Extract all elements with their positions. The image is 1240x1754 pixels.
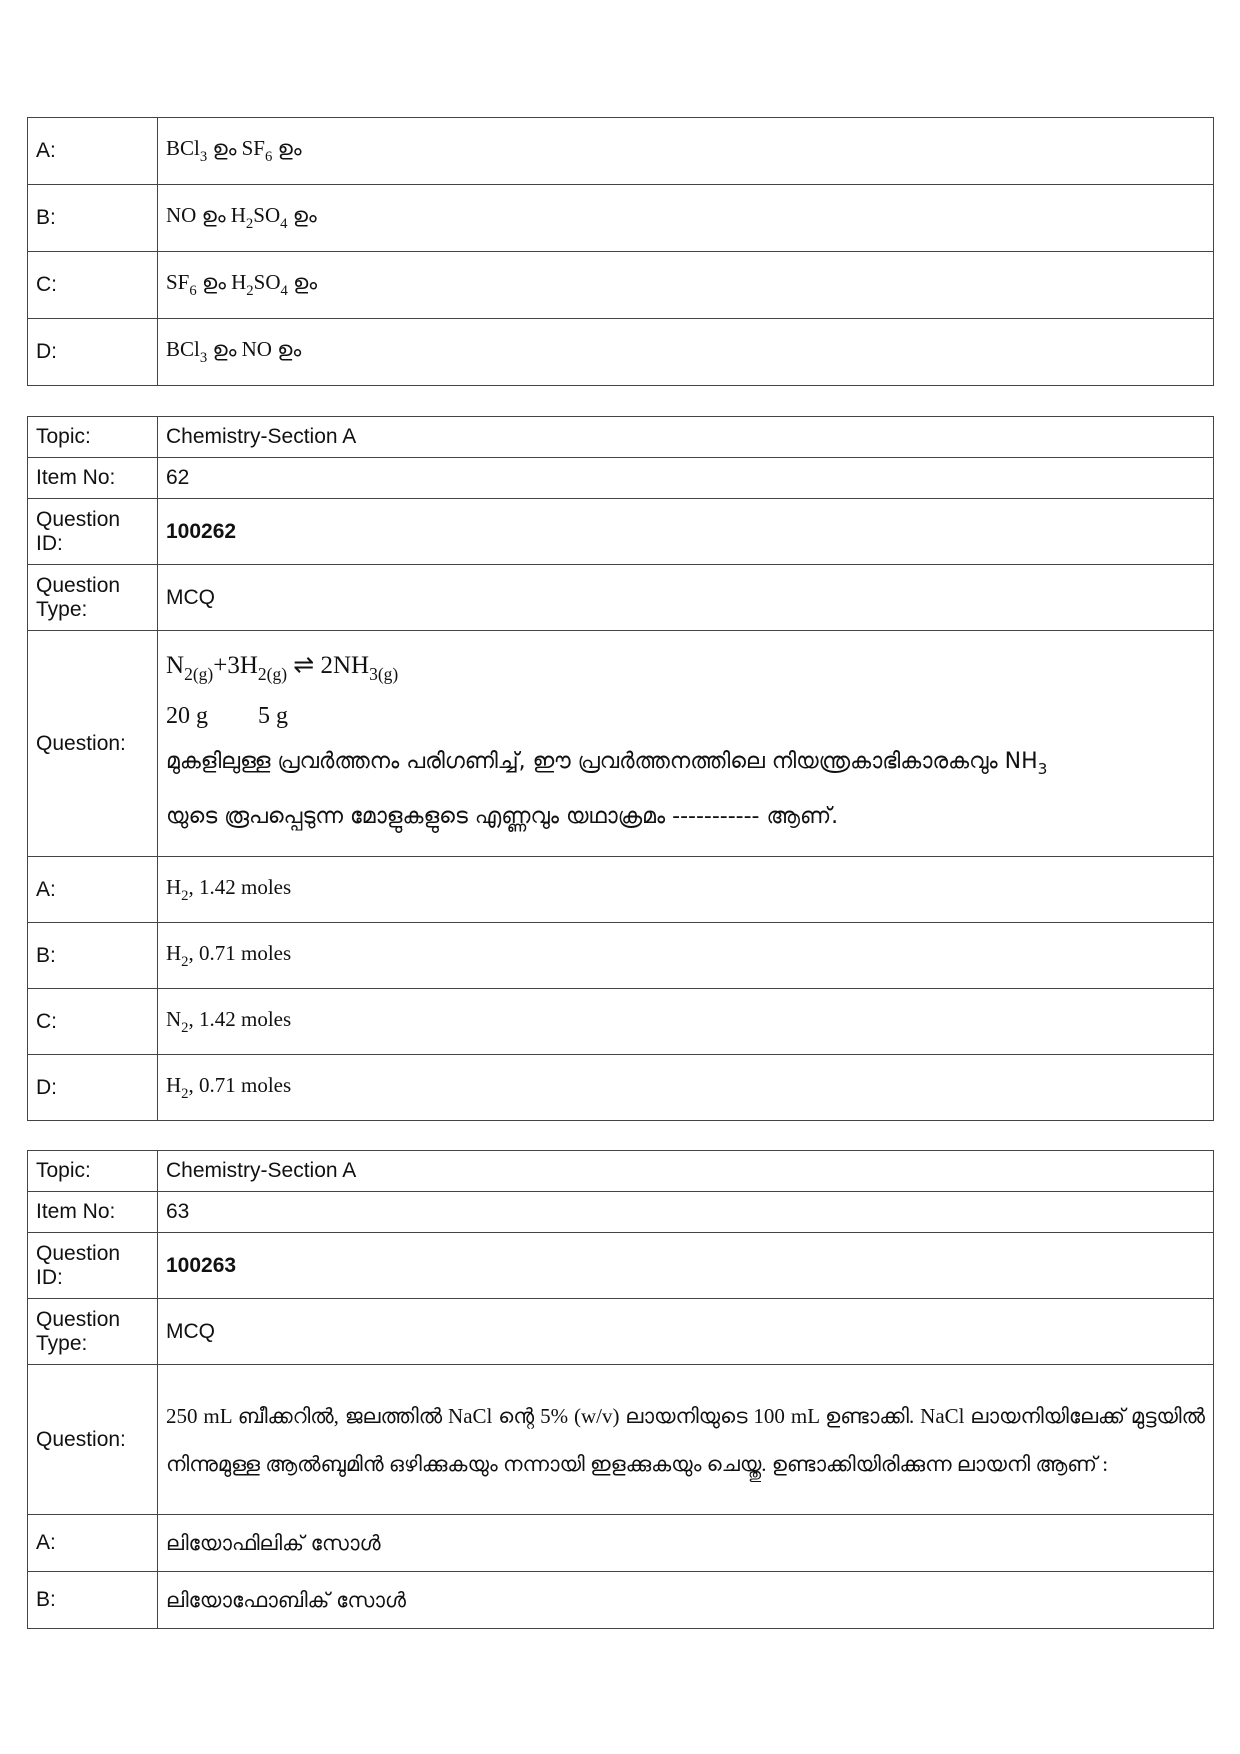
topic-row	[28, 417, 1214, 458]
question-id-row	[28, 1233, 1214, 1299]
option-row-c	[28, 252, 1214, 319]
option-row-a	[28, 118, 1214, 185]
option-label: A:	[28, 857, 158, 923]
question-text: മുകളിലുള്ള പ്രവർത്തനം പരിഗണിച്ച്, ഈ പ്രവർത്തനത്തിലെ നിയന്ത്രകാഭികാരകവും $NH_3$ യുടെ രൂപപ്പെടുന്ന മോളുകളുടെ എണ്ണവും യഥാക്രമം ----------- ആണ്.	[166, 748, 1048, 830]
question-62-table	[27, 416, 1214, 1121]
option-label: D:	[28, 319, 158, 386]
question-type-label: Question Type:	[28, 565, 158, 631]
item-no-row	[28, 1192, 1214, 1233]
option-text: NO ഉം $H_2SO_4$ ഉം	[158, 185, 1214, 252]
option-row-b	[28, 1572, 1214, 1629]
option-row-c	[28, 989, 1214, 1055]
question-type-label: Question Type:	[28, 1299, 158, 1365]
question-id-label: Question ID:	[28, 499, 158, 565]
option-label: B:	[28, 1572, 158, 1629]
option-label: A:	[28, 118, 158, 185]
option-label: B:	[28, 185, 158, 252]
question-id-label: Question ID:	[28, 1233, 158, 1299]
option-row-a	[28, 1515, 1214, 1572]
question-type-value: MCQ	[158, 565, 1214, 631]
question-type-row	[28, 1299, 1214, 1365]
option-text: ലിയോഫിലിക് സോൾ	[158, 1515, 1214, 1572]
question-type-row	[28, 565, 1214, 631]
option-text: $H_2$, 0.71 moles	[158, 923, 1214, 989]
mass-h2: 5 g	[258, 702, 288, 729]
question-text: 250 mL ബീക്കറിൽ, ജലത്തിൽ NaCl ന്റെ 5% (w/v) ലായനിയുടെ 100 mL ഉണ്ടാക്കി. NaCl ലായനിയിലേക്ക് മുട്ടയിൽ നിന്നുമുള്ള ആൽബുമിൻ ഒഴിക്കുകയും നന്നായി ഇളക്കുകയും ചെയ്തു. ഉണ്ടാക്കിയിരിക്കുന്ന ലായനി ആണ് :	[158, 1365, 1214, 1515]
option-row-a	[28, 857, 1214, 923]
option-label: B:	[28, 923, 158, 989]
option-row-d	[28, 319, 1214, 386]
option-text: $H_2$, 1.42 moles	[158, 857, 1214, 923]
question-row	[28, 1365, 1214, 1515]
question-label: Question:	[28, 631, 158, 857]
item-no-row	[28, 458, 1214, 499]
topic-label: Topic:	[28, 417, 158, 458]
option-text: BCl$_3$ ഉം $SF_6$ ഉം	[158, 118, 1214, 185]
question-63-table	[27, 1150, 1214, 1629]
question-id-value: 100262	[158, 499, 1214, 565]
question-61-options-table	[27, 117, 1214, 386]
item-no-label: Item No:	[28, 1192, 158, 1233]
item-no-value: 63	[158, 1192, 1214, 1233]
topic-row	[28, 1151, 1214, 1192]
option-row-b	[28, 185, 1214, 252]
reaction-equation: $N_{2(g)}+3H_{2(g)}$ ⇌ $2NH_{3(g)}$	[166, 651, 399, 684]
option-label: A:	[28, 1515, 158, 1572]
option-row-d	[28, 1055, 1214, 1121]
item-no-value: 62	[158, 458, 1214, 499]
option-row-b	[28, 923, 1214, 989]
option-text: $N_2$, 1.42 moles	[158, 989, 1214, 1055]
reactant-masses	[166, 703, 1205, 730]
option-label: C:	[28, 989, 158, 1055]
question-id-row	[28, 499, 1214, 565]
option-text: $SF_6$ ഉം $H_2SO_4$ ഉം	[158, 252, 1214, 319]
option-label: D:	[28, 1055, 158, 1121]
option-text: BCl$_3$ ഉം NO ഉം	[158, 319, 1214, 386]
option-label: C:	[28, 252, 158, 319]
topic-value: Chemistry-Section A	[158, 417, 1214, 458]
option-text: ലിയോഫോബിക് സോൾ	[158, 1572, 1214, 1629]
mass-n2: 20 g	[166, 702, 208, 729]
question-body	[158, 631, 1214, 857]
question-id-value: 100263	[158, 1233, 1214, 1299]
topic-value: Chemistry-Section A	[158, 1151, 1214, 1192]
question-label: Question:	[28, 1365, 158, 1515]
item-no-label: Item No:	[28, 458, 158, 499]
question-row	[28, 631, 1214, 857]
option-text: $H_2$, 0.71 moles	[158, 1055, 1214, 1121]
topic-label: Topic:	[28, 1151, 158, 1192]
question-type-value: MCQ	[158, 1299, 1214, 1365]
